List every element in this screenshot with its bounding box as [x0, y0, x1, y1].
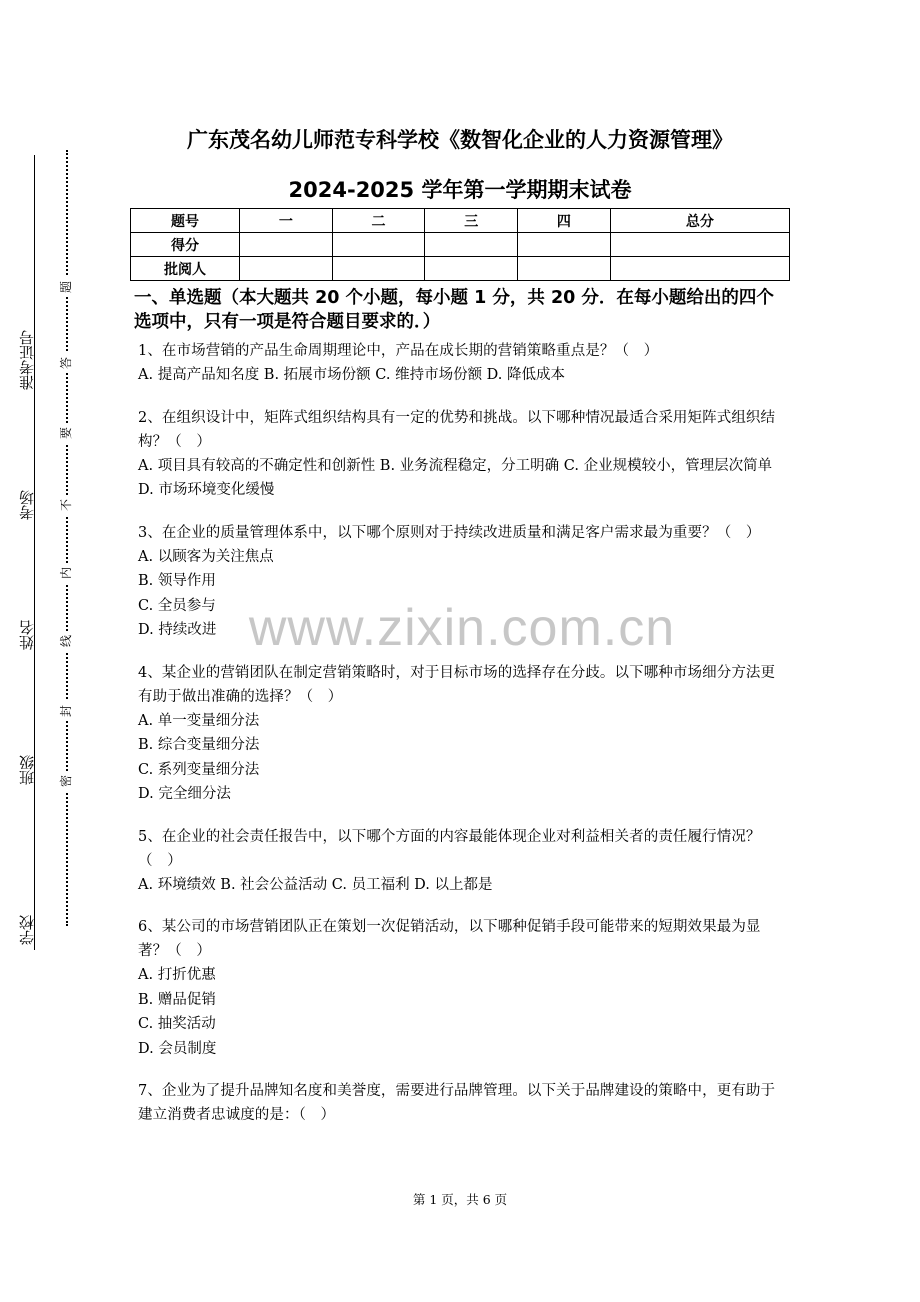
question-1 [138, 339, 788, 388]
question-text: 5、在企业的社会责任报告中，以下哪个方面的内容最能体现企业对利益相关者的责任履行情况？（ ） [138, 828, 761, 869]
seal-char: 内 [59, 563, 73, 583]
score-table-header-cell: 二 [332, 209, 425, 233]
question-6 [138, 915, 788, 1061]
option-a: A. 以顾客为关注焦点 [138, 548, 274, 565]
grader-cell[interactable] [240, 257, 333, 281]
score-cell[interactable] [610, 233, 789, 257]
binding-labels [18, 150, 42, 950]
score-table-header-cell: 总分 [610, 209, 789, 233]
score-table-score-row [131, 233, 790, 257]
side-label-exam-number: 准考证号 [18, 330, 36, 390]
question-3 [138, 521, 788, 643]
option-c: C. 全员参与 [138, 597, 216, 614]
option-b: B. 赠品促销 [138, 991, 216, 1008]
side-label-school: 学校 [18, 915, 36, 945]
question-text: 2、在组织设计中，矩阵式组织结构具有一定的优势和挑战。以下哪种情况最适合采用矩阵式组织结构？（ ） [138, 409, 776, 450]
question-4 [138, 661, 788, 807]
section-heading: 一、单选题（本大题共 20 个小题，每小题 1 分，共 20 分．在每小题给出的四个选项中，只有一项是符合题目要求的．） [134, 288, 774, 332]
score-table-header-cell: 题号 [131, 209, 240, 233]
seal-char: 密 [59, 771, 73, 791]
side-label-exam-room: 考场 [18, 490, 36, 520]
question-text: 6、某公司的市场营销团队正在策划一次促销活动，以下哪种促销手段可能带来的短期效果最为显著？（ ） [138, 919, 761, 959]
side-label-name: 姓名 [18, 620, 36, 650]
seal-characters [56, 280, 76, 800]
score-cell[interactable] [518, 233, 611, 257]
option-c: C. 系列变量细分法 [138, 761, 260, 778]
seal-char: 要 [59, 423, 73, 443]
score-table-header-cell: 三 [425, 209, 518, 233]
seal-char: 封 [59, 701, 73, 721]
score-table-grader-row [131, 257, 790, 281]
question-options: A. 环境绩效 B. 社会公益活动 C. 员工福利 D. 以上都是 [138, 876, 493, 893]
question-2 [138, 406, 788, 503]
grader-cell[interactable] [332, 257, 425, 281]
option-d: D. 会员制度 [138, 1040, 217, 1057]
watermark: www.zixin.com.cn [248, 599, 676, 657]
score-row-label: 得分 [131, 233, 240, 257]
score-cell[interactable] [240, 233, 333, 257]
question-7 [138, 1079, 788, 1127]
question-text: 1、在市场营销的产品生命周期理论中，产品在成长期的营销策略重点是？（ ） [138, 343, 659, 359]
exam-title-term: 2024-2025 学年第一学期期末试卷 [288, 178, 632, 202]
grader-cell[interactable] [610, 257, 789, 281]
score-table [130, 208, 790, 281]
option-c: C. 抽奖活动 [138, 1016, 216, 1032]
grader-row-label: 批阅人 [131, 257, 240, 281]
score-table-header-row [131, 209, 790, 233]
option-d: D. 持续改进 [138, 622, 217, 638]
binding-line [34, 155, 35, 950]
seal-char: 题 [59, 277, 73, 297]
question-options: A. 提高产品知名度 B. 拓展市场份额 C. 维持市场份额 D. 降低成本 [138, 367, 566, 383]
seal-char: 答 [59, 353, 73, 373]
grader-cell[interactable] [425, 257, 518, 281]
grader-cell[interactable] [518, 257, 611, 281]
option-b: B. 领导作用 [138, 573, 216, 589]
score-cell[interactable] [332, 233, 425, 257]
option-d: D. 完全细分法 [138, 786, 231, 802]
question-5 [138, 825, 788, 898]
seal-char: 线 [59, 631, 73, 651]
question-text: 7、企业为了提升品牌知名度和美誉度，需要进行品牌管理。以下关于品牌建设的策略中，更有助于建立消费者忠诚度的是：（ ） [138, 1083, 776, 1123]
side-label-class: 班级 [18, 755, 36, 785]
score-table-header-cell: 一 [240, 209, 333, 233]
question-options: A. 项目具有较高的不确定性和创新性 B. 业务流程稳定，分工明确 C. 企业规模较小，管理层次简单 D. 市场环境变化缓慢 [138, 457, 773, 498]
score-table-header-cell: 四 [518, 209, 611, 233]
exam-title-school: 广东茂名幼儿师范专科学校《数智化企业的人力资源管理》 [187, 128, 733, 152]
seal-char: 不 [59, 495, 73, 515]
option-a: A. 单一变量细分法 [138, 712, 260, 729]
exam-content [134, 286, 788, 1145]
option-b: B. 综合变量细分法 [138, 737, 260, 753]
question-text: 4、某企业的营销团队在制定营销策略时，对于目标市场的选择存在分歧。以下哪种市场细分方法更有助于做出准确的选择？（ ） [138, 664, 776, 705]
option-a: A. 打折优惠 [138, 967, 216, 983]
page-footer: 第 1 页，共 6 页 [412, 1192, 508, 1207]
question-text: 3、在企业的质量管理体系中，以下哪个原则对于持续改进质量和满足客户需求最为重要？（ ） [138, 524, 761, 541]
score-cell[interactable] [425, 233, 518, 257]
